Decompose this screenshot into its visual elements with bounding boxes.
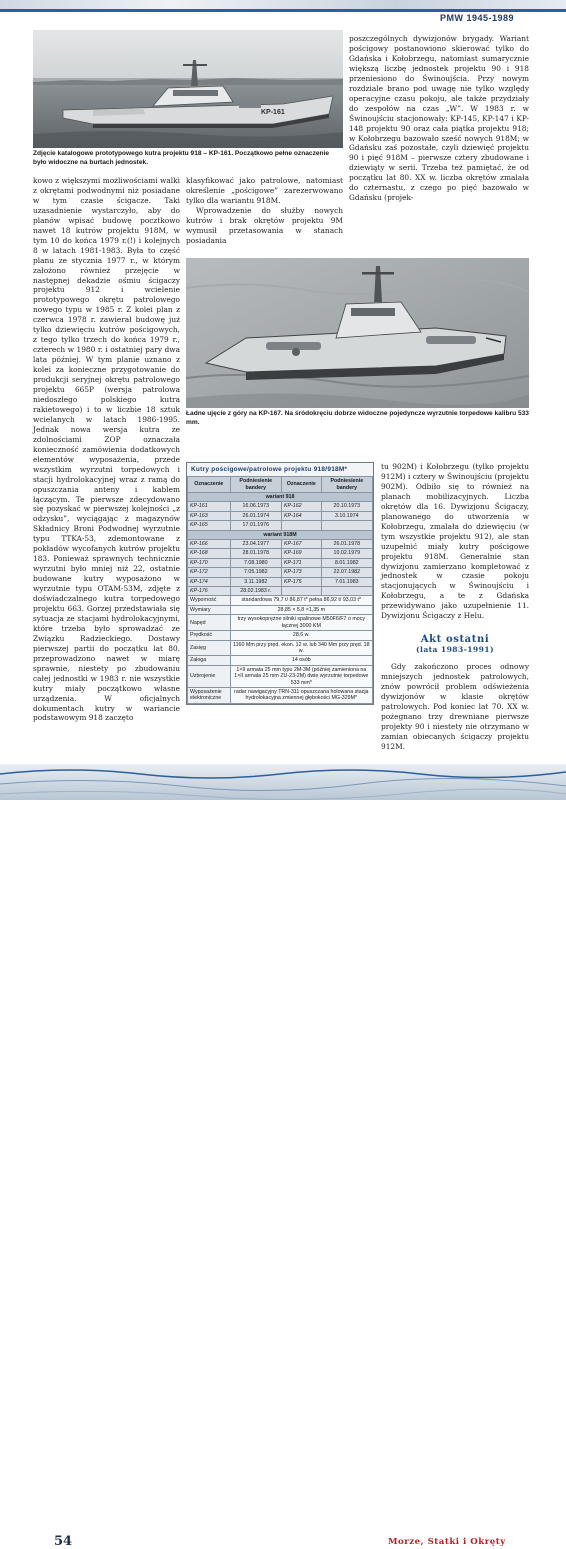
table-cell: 28.01.1978 [230, 549, 281, 558]
table-row [188, 558, 373, 567]
spec-label: Załoga [188, 656, 231, 665]
spec-label: Napęd [188, 615, 231, 631]
spec-label: Zasięg [188, 640, 231, 656]
table-cell: KP-164 [281, 511, 321, 520]
column-left [33, 176, 180, 723]
table-cell: 22.07.1982 [321, 568, 372, 577]
variant-header: wariant 918 [188, 493, 373, 502]
section-heading [381, 634, 529, 654]
table-row [188, 568, 373, 577]
table-cell: KP-171 [281, 558, 321, 567]
table-cell: 16.06.1973 [230, 502, 281, 511]
table-cell: 17.01.1976 [230, 521, 281, 530]
table-cell: 26.01.1978 [321, 540, 372, 549]
table-cell: 10.02.1979 [321, 549, 372, 558]
spec-value: standardowa 79,7 t/ 86,87 t* pełna 86,92 t/ 93,03 t* [230, 596, 372, 605]
column-right-bottom [381, 462, 529, 621]
page-number: 54 [54, 1534, 73, 1549]
photo2-caption: Ładne ujęcie z góry na KP-167. Na śródokręciu dobrze widoczne pojedyncze wyrzutnie torpedowe kalibru 533 mm. [186, 410, 529, 426]
spec-value: 28,6 w. [230, 631, 372, 640]
table-cell: KP-175 [281, 577, 321, 586]
spec-value: trzy wysokoprężne silniki spalinowe M50F6/F7 o mocy łącznej 3000 KM [230, 615, 372, 631]
column-header: Podniesienie bandery [321, 477, 372, 493]
column-header: Podniesienie bandery [230, 477, 281, 493]
table-cell: 23.04.1977 [230, 540, 281, 549]
table-cell: KP-167 [281, 540, 321, 549]
table-grid [187, 476, 373, 704]
body-paragraph: kowo z większymi możliwościami walki z okrętami podwodnymi niż posiadane w tym czasie ścigacze. Taki uzasadnienie wystarczyło, aby do planów wpisać budowę pocztkowo nawet 18 kutrów projektu 918M, w tym 10 do końca 1979 r.(!) i kolejnych 8 w latach 1981-1983. Była to część planu ze stycznia 1977 r., w którym założono również przejęcie w następnej dekadzie ośmiu ścigaczy projektu 912 i wcielenie prototypowego okrętu patrolowego nowego typu w 1985 r. Z kolei plan z czerwca 1978 r. zawierał budowę już tylko dziewięciu kutrów pościgowych, z tego tylko trzech do końca 1979 r., czterech w 1980 r. i ostatniej pary dwa lata później. W tym planie uznano z kolei za konieczne przygotowanie do produkcji seryjnej okrętu patrolowego projektu 665P (wersja patrolowa niedoszłego polskiego kutra rakietowego) i to w liczbie 18 sztuk wcielanych w latach 1986-1995. Jednak nowa wersja kutra ze zdolnościami ZOP oznaczała konieczność zamówienia dodatkowych elementów wyposażenia, przede wszystkim wyrzutni torpedowych i stacji hydrolokacyjnej wraz z ramą do opuszczania anteny i kablem łączącym. Te pierwsze zdecydowano się pozyskać w pierwszej kolejności „z odzysku”, wyciągając z magazynów Składnicy Broni Podwodnej wyrzutnie typu TTKA-53, zdemontowane z pokładów wycofanych kutrów projektu 183. Ponieważ sprawnych technicznie wyrzutni było mniej niż 22, ostatnie budowane kutry wyposażono w wyrzutnie typu OTAM-53M, zdjęte z doświadczalnego kutra torpedowego projektu 663. Gorzej przedstawiała się sytuacja ze stacjami hydrolokacyjnymi, które trzeba było sprowadzać ze Związku Radzieckiego. Dostawy pierwszej partii do początku lat 80. przeprowadzono nawet w miarę sprawnie, niestety po zbudowaniu całej jednostki w 1983 r. nie wszystkie kutry miały początkowo własne urządzenia. W oficjalnych dokumentach kutry w wariancie podstawowym 918 zaczęto [33, 176, 180, 723]
photo-kp161 [33, 30, 343, 148]
spec-value: radar nawigacyjny TRN-311 opuszczana holowana stacja hydrolokacyjna zmiennej głębokości MG-329M* [230, 687, 372, 703]
table-cell [281, 521, 321, 530]
spec-row [188, 665, 373, 687]
spec-row [188, 687, 373, 703]
spec-label: Wyposażenie elektroniczne [188, 687, 231, 703]
body-paragraph: Gdy zakończono proces odnowy mniejszych jednostek patrolowych, znów powrócił problem odświeżenia dywizjonów w klasie okrętów patrolowych. Pod koniec lat 70. XX w. pożegnano trzy drewniane pierwsze projekty 90 i niestety nie otrzymano w zamian obiecanych ścigaczy projektu 912M. [381, 662, 529, 751]
spec-row [188, 596, 373, 605]
spec-label: Uzbrojenie [188, 665, 231, 687]
spec-row [188, 631, 373, 640]
spec-value: 1×II armata 25 mm typu 2M-3M (później zamieniona na 1×II armata 25 mm ZU-23-2M) dwie wyrzutnie torpedowe 533 mm* [230, 665, 372, 687]
table-row [188, 540, 373, 549]
table-cell: KP-166 [188, 540, 231, 549]
body-paragraph: tu 902M) i Kołobrzegu (tylko projektu 912M) i cztery w Świnoujściu (projektu 902M). Odbiło się to również na planach mobilizacyjnych. Liczba okrętów dla 16. Dywizjonu Ścigaczy, planowanego do utworzenia w Kołobrzegu, zmalała do dziewięciu (w tym wszystkie projektu 912), ale stan uzupełnić miały kutry pościgowe projektu 918M. Generalnie stan dywizjonu zamierzano kompletować z jednostek w czasie pokoju stacjonujących w Świnoujściu i Kołobrzegu, a te z Gdańska przewidywano jako uzupełnienie 11. Dywizjonu Ścigaczy z Helu. [381, 462, 529, 621]
specs-table [186, 462, 374, 705]
table-cell: KP-170 [188, 558, 231, 567]
spec-value: 14 osób [230, 656, 372, 665]
table-row [188, 587, 373, 596]
footer-wave [0, 764, 566, 800]
table-cell: 20.10.1973 [321, 502, 372, 511]
ship-photo-kp161 [33, 30, 343, 148]
column-header: Oznaczenie [281, 477, 321, 493]
table-cell [281, 587, 321, 596]
header-stripe [0, 0, 566, 9]
table-cell: KP-161 [188, 502, 231, 511]
magazine-logo: Morze, Statki i Okręty [388, 1537, 506, 1547]
body-paragraph: Wprowadzenie do służby nowych kutrów i brak okrętów projektu 9M wymusił przetasowania w stanach posiadania [186, 205, 343, 245]
table-row [188, 549, 373, 558]
table-row [188, 502, 373, 511]
photo-kp167 [186, 258, 529, 408]
table-cell: KP-168 [188, 549, 231, 558]
table-title: Kutry pościgowe/patrolowe projektu 918/918M* [187, 463, 373, 476]
table-row [188, 521, 373, 530]
header-rule [0, 9, 566, 12]
spec-row [188, 656, 373, 665]
table-cell: KP-169 [281, 549, 321, 558]
spec-row [188, 640, 373, 656]
table-cell: KP-176 [188, 587, 231, 596]
column-right-top [349, 34, 529, 203]
table-cell: 3.10.1974 [321, 511, 372, 520]
section-title: Akt ostatni [420, 634, 490, 645]
table-cell [321, 521, 372, 530]
spec-label: Prędkość [188, 631, 231, 640]
table-cell [321, 587, 372, 596]
table-cell: KP-173 [281, 568, 321, 577]
hull-number: KP-161 [261, 109, 285, 116]
ship-photo-kp167 [186, 258, 529, 408]
variant-header: wariant 918M [188, 530, 373, 539]
table-cell: KP-165 [188, 521, 231, 530]
table-cell: 8.01.1982 [321, 558, 372, 567]
table-row [188, 511, 373, 520]
photo1-caption: Zdjęcie katalogowe prototypowego kutra projektu 918 – KP-161. Początkowo pełne oznaczenie było widoczne na burtach jednostek. [33, 150, 330, 166]
body-paragraph: poszczególnych dywizjonów brygady. Wariant pościgowy postanowiono skierować tylko do Gdańska i Kołobrzegu, natomiast sumarycznie większą liczbę jednostek projektu 90 i 918 przeniesiono do Świnoujścia. Przy nowym rozdziale brano pod uwagę nie tylko względy operacyjne czasu pokoju, ale także przydziały do zespołów na czas „W”. W 1983 r. w Świnoujściu stacjonowały: KP-145, KP-147 i KP-148 projektu 90 oraz cała piątka projektu 918; w Kołobrzegu bazowało sześć nowych 918M; w Gdańsku zaś pozostałe, czyli dziewięć projektu 90 i pięć 918M – pierwsze cztery zbudowane i dziewiąty w serii. Trzeba też pamiętać, że od początku lat 80. XX w. liczba okrętów zmalała do czternastu, z czego po pięć bazowało w Gdańsku (projek- [349, 34, 529, 203]
table-cell: 7.01.1983 [321, 577, 372, 586]
table-cell: 28.02.1983 r. [230, 587, 281, 596]
spec-label: Wymiary [188, 605, 231, 614]
spec-value: 1160 Mm przy pręd. ekon. 12 w. lub 340 Mm przy pręd. 18 w. [230, 640, 372, 656]
body-paragraph: klasyfikować jako patrolowe, natomiast określenie „pościgowe” zarezerwowano tylko dla wariantu 918M. [186, 176, 343, 205]
running-head: PMW 1945-1989 [439, 13, 514, 23]
table-row [188, 577, 373, 586]
table-cell: 7.08.1980 [230, 558, 281, 567]
table-cell: 7.05.1982 [230, 568, 281, 577]
table-cell: KP-162 [281, 502, 321, 511]
section-subtitle: (lata 1983-1991) [416, 645, 494, 654]
header-bar [0, 0, 566, 26]
column-middle [186, 176, 343, 246]
table-cell: 26.01.1974 [230, 511, 281, 520]
table-cell: KP-174 [188, 577, 231, 586]
spec-label: Wyporność [188, 596, 231, 605]
table-cell: KP-163 [188, 511, 231, 520]
spec-value: 28,85 × 5,8 ×1,35 m [230, 605, 372, 614]
spec-row [188, 605, 373, 614]
footer-band [0, 764, 566, 1549]
table-cell: 3.11.1982 [230, 577, 281, 586]
column-last [381, 662, 529, 752]
column-header: Oznaczenie [188, 477, 231, 493]
table-cell: KP-172 [188, 568, 231, 577]
spec-row [188, 615, 373, 631]
